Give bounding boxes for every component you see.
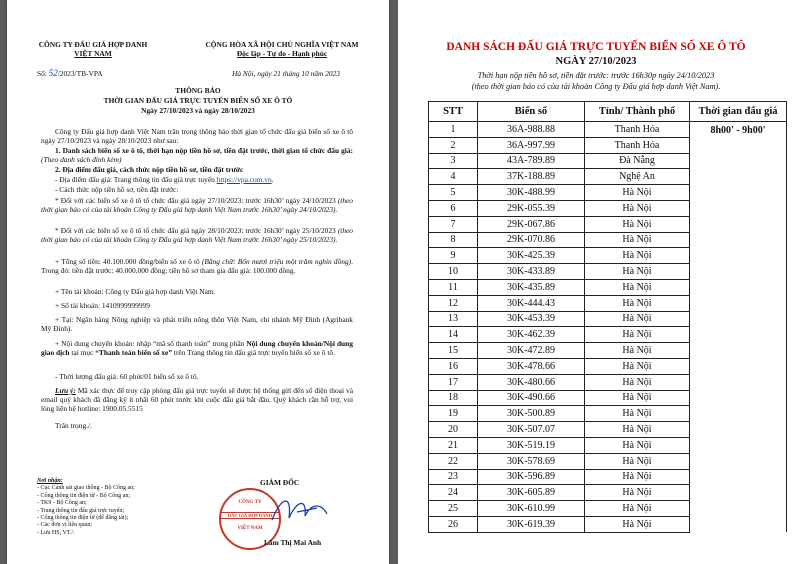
city-cell: Hà Nội — [585, 232, 690, 248]
stt-cell: 20 — [429, 422, 478, 438]
plate-cell: 30K-578.69 — [478, 453, 585, 469]
city-cell: Hà Nội — [585, 406, 690, 422]
city-cell: Thanh Hóa — [585, 137, 690, 153]
stt-cell: 1 — [429, 122, 478, 138]
recipient: - Cục Cảnh sát giao thông - Bộ Công an; — [37, 485, 135, 492]
stt-cell: 13 — [429, 311, 478, 327]
stt-cell: 12 — [429, 295, 478, 311]
plates-body — [429, 122, 787, 533]
table-header-row — [429, 102, 787, 122]
transfer-a: + Nội dung chuyển khoản: nhập “mã số thanh toán” trong phần — [55, 339, 245, 348]
item-1-note: (Theo danh sách đính kèm) — [41, 155, 122, 164]
plate-cell: 30K-480.66 — [478, 374, 585, 390]
stt-cell: 16 — [429, 358, 478, 374]
total-words: (Bằng chữ: Bốn mươi triệu một trăm nghìn đồng) — [201, 257, 352, 266]
account-number: + Số tài khoản: 1410999999999 — [55, 301, 150, 310]
deadline-2-text: * Đối với các biển số xe ô tô tổ chức đấu giá ngày 28/10/2023: trước 16h30’ ngày 25/10/2023 — [55, 226, 336, 235]
stt-cell: 22 — [429, 453, 478, 469]
stt-cell: 25 — [429, 501, 478, 517]
plate-cell: 30K-453.39 — [478, 311, 585, 327]
plate-cell: 30K-433.89 — [478, 264, 585, 280]
transfer-content — [41, 339, 353, 357]
location-label: - Địa điểm đấu giá: Trang thông tin đấu giá trực tuyến — [55, 175, 215, 184]
plate-cell: 30K-435.89 — [478, 279, 585, 295]
account-name: + Tên tài khoản: Công ty Đấu giá hợp danh Việt Nam. — [55, 287, 216, 296]
city-cell: Hà Nội — [585, 453, 690, 469]
city-cell: Hà Nội — [585, 390, 690, 406]
recipient: - Lưu HS, VT./. — [37, 529, 75, 536]
transfer-d: “Thanh toán biển số xe” — [95, 348, 173, 357]
plate-list-page — [398, 0, 794, 564]
stt-cell: 4 — [429, 169, 478, 185]
plate-cell: 37K-188.89 — [478, 169, 585, 185]
transfer-c: tại mục — [71, 348, 94, 357]
stt-cell: 19 — [429, 406, 478, 422]
note-text: Mã xác thực để truy cập phòng đấu giá trực tuyến sẽ được hệ thống gửi đến số điện thoại và email quý khách đã đăng ký ít nhất 60 phút trước khi cuộc đấu giá bắt đầu. Quý khách cần hỗ trợ, vui lòng liên hệ hotline: 1900.05.5515 — [41, 386, 353, 413]
item-1 — [41, 146, 353, 164]
plate-cell: 30K-519.19 — [478, 437, 585, 453]
deadline-1-text: * Đối với các biển số xe ô tô tổ chức đấu giá ngày 27/10/2023: trước 16h30’ ngày 24/10/2023 — [55, 196, 336, 205]
deadline-1 — [41, 196, 353, 214]
seal-mid: ĐẤU GIÁ HỢP DANH — [221, 512, 279, 519]
city-cell: Hà Nội — [585, 422, 690, 438]
item-1-text: 1. Danh sách biển số xe ô tô, thời hạn nộp tiền hồ sơ, tiền đặt trước, thời gian tổ chức đấu giá: — [55, 146, 353, 155]
stt-cell: 15 — [429, 343, 478, 359]
stt-cell: 14 — [429, 327, 478, 343]
stt-cell: 10 — [429, 264, 478, 280]
plate-cell: 30K-500.89 — [478, 406, 585, 422]
list-title: DANH SÁCH ĐẤU GIÁ TRỰC TUYẾN BIỂN SỐ XE Ô TÔ — [446, 41, 746, 53]
city-cell: Đà Nẵng — [585, 153, 690, 169]
recipient: - Trang thông tin đấu giá trực tuyến; — [37, 507, 125, 514]
plate-cell: 30K-444.43 — [478, 295, 585, 311]
city-cell: Nghệ An — [585, 169, 690, 185]
stt-cell: 2 — [429, 137, 478, 153]
doc-number-hand: 52 — [48, 68, 58, 78]
plate-cell: 30K-488.99 — [478, 185, 585, 201]
plate-cell: 36A-997.99 — [478, 137, 585, 153]
plate-cell: 36A-988.88 — [478, 122, 585, 138]
heading: THÔNG BÁO — [175, 86, 221, 95]
stt-cell: 17 — [429, 374, 478, 390]
stt-cell: 26 — [429, 516, 478, 532]
city-cell: Hà Nội — [585, 501, 690, 517]
city-cell: Hà Nội — [585, 374, 690, 390]
plate-cell: 30K-472.89 — [478, 343, 585, 359]
intro-text: Công ty Đấu giá hợp danh Việt Nam trân trọng thông báo thời gian tổ chức đấu giá biển số xe ô tô ngày 27/10/2023 và ngày 28/10/2023 như sau: — [41, 127, 353, 145]
notice-page — [7, 0, 389, 564]
plate-cell: 30K-507.07 — [478, 422, 585, 438]
city-cell: Hà Nội — [585, 295, 690, 311]
closing: Trân trọng./. — [55, 421, 92, 430]
plates-table — [428, 101, 787, 533]
doc-number-suffix: /2023/TB-VPA — [57, 69, 103, 78]
stt-cell: 6 — [429, 200, 478, 216]
location-link[interactable]: https://vpa.com.vn — [216, 175, 272, 184]
city-cell: Hà Nội — [585, 343, 690, 359]
total-text: + Tổng số tiền: 40.100.000 đồng/biển số xe ô tô — [55, 257, 200, 266]
plate-cell: 30K-425.39 — [478, 248, 585, 264]
city-cell: Hà Nội — [585, 437, 690, 453]
plate-cell: 29K-070.86 — [478, 232, 585, 248]
city-cell: Hà Nội — [585, 311, 690, 327]
stt-cell: 8 — [429, 232, 478, 248]
doc-number-prefix: Số: — [37, 69, 47, 78]
total-amount — [41, 257, 353, 275]
stt-cell: 23 — [429, 469, 478, 485]
seal-bottom: VIỆT NAM — [237, 526, 263, 531]
plate-cell: 29K-067.86 — [478, 216, 585, 232]
duration: - Thời lượng đấu giá: 60 phút/01 biển số xe ô tô. — [55, 372, 199, 381]
recipients — [37, 478, 135, 537]
plate-cell: 30K-605.89 — [478, 485, 585, 501]
city-cell: Hà Nội — [585, 279, 690, 295]
plate-cell: 43A-789.89 — [478, 153, 585, 169]
stt-cell: 11 — [429, 279, 478, 295]
subheading-2: Ngày 27/10/2023 và ngày 28/10/2023 — [141, 106, 255, 115]
location: - Địa điểm đấu giá: Trang thông tin đấu giá trực tuyến https://vpa.com.vn. — [55, 175, 274, 184]
recipients-title: Nơi nhận: — [37, 478, 63, 484]
time-slot-cell: 8h00' - 9h00' — [690, 122, 787, 533]
stt-cell: 18 — [429, 390, 478, 406]
note-label: Lưu ý: — [55, 386, 76, 395]
list-deadline: Thời hạn nộp tiền hồ sơ, tiền đặt trước: trước 16h30p ngày 24/10/2023 — [477, 71, 715, 80]
plate-cell: 30K-596.89 — [478, 469, 585, 485]
list-date: NGÀY 27/10/2023 — [555, 56, 637, 67]
plate-cell: 30K-619.39 — [478, 516, 585, 532]
date-place: Hà Nội, ngày 21 tháng 10 năm 2023 — [232, 69, 340, 78]
plate-cell: 30K-462.39 — [478, 327, 585, 343]
city-cell: Hà Nội — [585, 327, 690, 343]
signer-name: Lâm Thị Mai Anh — [264, 538, 322, 547]
city-cell: Hà Nội — [585, 485, 690, 501]
deadline-2 — [41, 226, 353, 244]
city-cell: Hà Nội — [585, 264, 690, 280]
city-cell: Hà Nội — [585, 358, 690, 374]
col-plate: Biển số — [478, 102, 585, 122]
col-time: Thời gian đấu giá — [690, 102, 787, 122]
plate-cell: 30K-478.66 — [478, 358, 585, 374]
recipient: - Các đơn vị liên quan; — [37, 522, 92, 529]
list-deadline-note: (theo thời gian báo có của tài khoản Công ty Đấu giá hợp danh Việt Nam). — [471, 82, 721, 91]
item-2: 2. Địa điểm đấu giá, cách thức nộp tiền hồ sơ, tiền đặt trước — [55, 165, 244, 174]
company-line1: CÔNG TY ĐẤU GIÁ HỢP DANH — [38, 40, 148, 49]
seal-top: CÔNG TY — [238, 500, 262, 505]
stt-cell: 9 — [429, 248, 478, 264]
recipient: - TK9 - Bộ Công an; — [37, 500, 87, 507]
city-cell: Thanh Hóa — [585, 122, 690, 138]
recipient: - Cổng thông tin điện tử (để đăng tải); — [37, 515, 129, 522]
plate-cell: 30K-610.99 — [478, 501, 585, 517]
stt-cell: 7 — [429, 216, 478, 232]
city-cell: Hà Nội — [585, 469, 690, 485]
deadline-1-note: (theo thời gian báo có của tài khoản Công ty Đấu giá hợp danh Việt Nam trước 16h30’ ngày 24/10/2023). — [41, 196, 353, 214]
col-city: Tỉnh/ Thành phố — [585, 102, 690, 122]
doc-number — [37, 69, 103, 78]
plate-cell: 29K-055.39 — [478, 200, 585, 216]
signature — [267, 490, 337, 530]
transfer-b: Nội dung chuyển khoản/Nội dung giao dịch — [41, 339, 353, 357]
stt-cell: 24 — [429, 485, 478, 501]
city-cell: Hà Nội — [585, 248, 690, 264]
table-row — [429, 122, 787, 138]
stt-cell: 5 — [429, 185, 478, 201]
motto: Độc lập - Tự do - Hạnh phúc — [236, 49, 328, 58]
city-cell: Hà Nội — [585, 516, 690, 532]
signer-title: GIÁM ĐỐC — [260, 478, 300, 487]
stt-cell: 21 — [429, 437, 478, 453]
city-cell: Hà Nội — [585, 216, 690, 232]
total-rest: . Trong đó: tiền đặt trước: 40.000.000 đồng; tiền hồ sơ tham gia đấu giá: 100.000 đồng. — [41, 257, 353, 275]
republic-name: CỘNG HÒA XÃ HỘI CHỦ NGHĨA VIỆT NAM — [205, 40, 359, 49]
recipient: - Cổng thông tin điện tử - Bộ Công an; — [37, 492, 131, 499]
republic-header — [182, 40, 382, 58]
city-cell: Hà Nội — [585, 200, 690, 216]
transfer-e: trên Trang thông tin đấu giá trực tuyến biển số xe ô tô. — [173, 348, 335, 357]
col-stt: STT — [429, 102, 478, 122]
plate-cell: 30K-490.66 — [478, 390, 585, 406]
city-cell: Hà Nội — [585, 185, 690, 201]
bank: + Tại: Ngân hàng Nông nghiệp và phát triển nông thôn Việt Nam, chi nhánh Mỹ Đình (Agribank Mỹ Đình). — [41, 315, 353, 333]
subheading-1: THỜI GIAN ĐẤU GIÁ TRỰC TUYẾN BIỂN SỐ XE Ô TÔ — [103, 96, 293, 105]
note — [41, 386, 353, 413]
payment-method: - Cách thức nộp tiền hồ sơ, tiền đặt trước: — [55, 185, 179, 194]
company-line2: VIỆT NAM — [74, 49, 112, 58]
deadline-2-note: (theo thời gian báo có của tài khoản Công ty Đấu giá hợp danh Việt Nam trước 16h30’ ngày 25/10/2023). — [41, 226, 353, 244]
company-name — [29, 40, 157, 58]
stt-cell: 3 — [429, 153, 478, 169]
